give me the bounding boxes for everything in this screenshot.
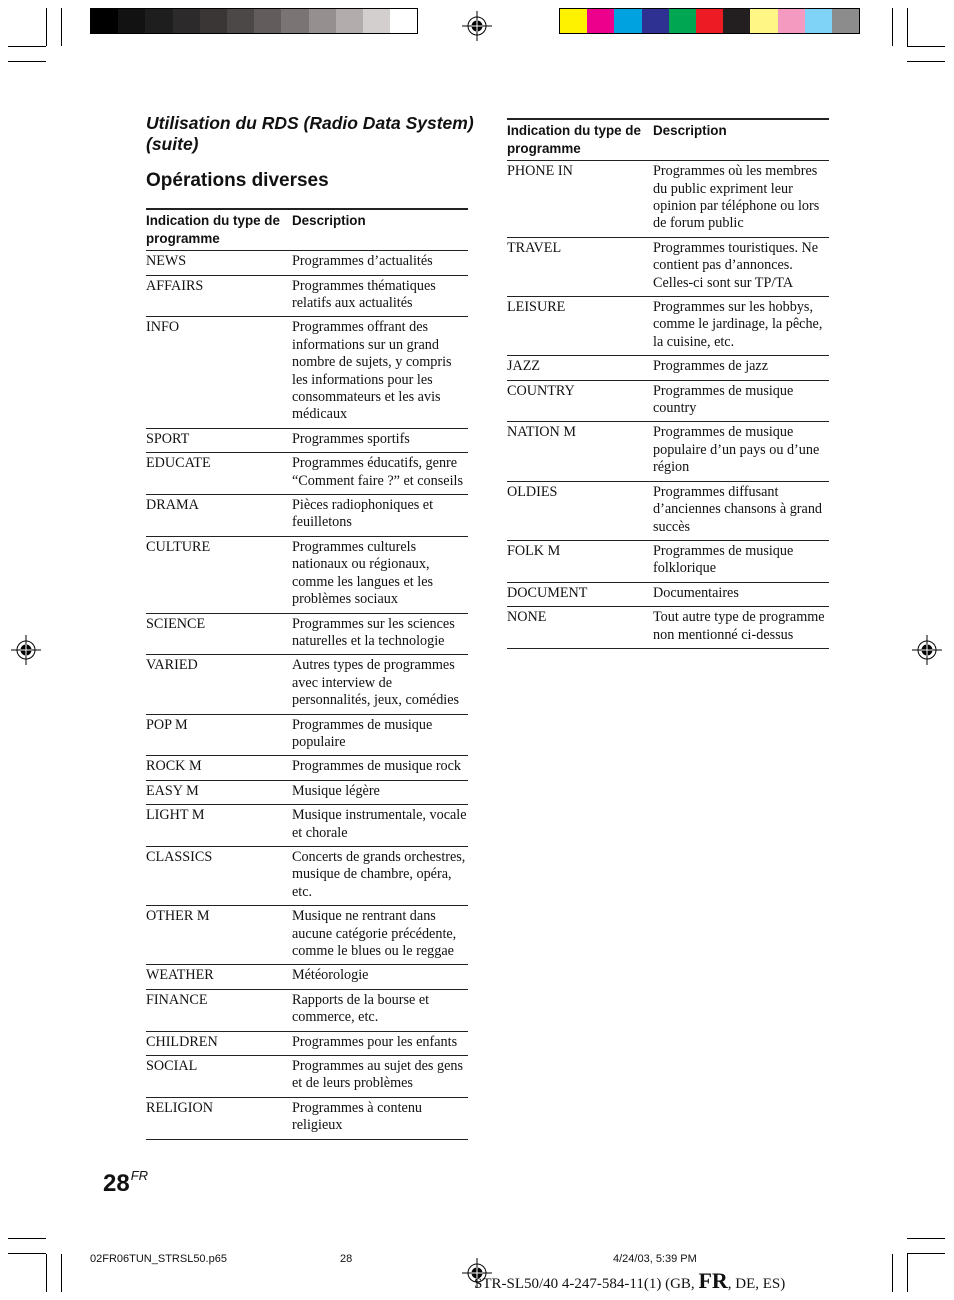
- crop-mark: [46, 8, 47, 46]
- table-row: [146, 965, 468, 989]
- programme-type-table-left: [146, 208, 468, 1140]
- programme-description-cell: Programmes d’actualités: [292, 251, 468, 275]
- programme-type-cell: AFFAIRS: [146, 275, 292, 317]
- table-row: [146, 1097, 468, 1139]
- crop-mark: [907, 46, 945, 47]
- color-swatch: [642, 9, 669, 33]
- table-row: [146, 428, 468, 452]
- page-heading: Opérations diverses: [146, 170, 329, 191]
- programme-description-cell: Programmes où les membres du public expriment leur opinion par téléphone ou lors de forum public: [653, 161, 829, 238]
- programme-type-cell: EDUCATE: [146, 453, 292, 495]
- color-swatch: [227, 9, 254, 33]
- color-swatch: [669, 9, 696, 33]
- programme-description-cell: Autres types de programmes avec interview de personnalités, jeux, comédies: [292, 655, 468, 714]
- color-swatch: [805, 9, 832, 33]
- color-swatch: [118, 9, 145, 33]
- programme-type-cell: WEATHER: [146, 965, 292, 989]
- table-row: [507, 582, 829, 606]
- color-swatch: [390, 9, 417, 33]
- color-swatch: [614, 9, 641, 33]
- programme-type-cell: CULTURE: [146, 536, 292, 613]
- crop-mark: [61, 8, 62, 46]
- programme-description-cell: Programmes à contenu religieux: [292, 1097, 468, 1139]
- table-row: [507, 481, 829, 540]
- crop-mark: [8, 1253, 46, 1254]
- footer-datetime: 4/24/03, 5:39 PM: [613, 1253, 697, 1265]
- programme-type-cell: CLASSICS: [146, 846, 292, 905]
- footer-filename: 02FR06TUN_STRSL50.p65: [90, 1253, 227, 1265]
- table-row: [507, 237, 829, 296]
- programme-description-cell: Programmes de musique rock: [292, 756, 468, 780]
- programme-description-cell: Musique instrumentale, vocale et chorale: [292, 805, 468, 847]
- table-row: [146, 275, 468, 317]
- programme-description-cell: Concerts de grands orchestres, musique de chambre, opéra, etc.: [292, 846, 468, 905]
- table-row: [146, 989, 468, 1031]
- table-row: [146, 1056, 468, 1098]
- programme-description-cell: Météorologie: [292, 965, 468, 989]
- crop-mark: [907, 1253, 945, 1254]
- programme-type-cell: JAZZ: [507, 356, 653, 380]
- programme-description-cell: Programmes de musique populaire d’un pays ou d’une région: [653, 422, 829, 481]
- color-swatch: [560, 9, 587, 33]
- color-swatch: [309, 9, 336, 33]
- programme-type-cell: NATION M: [507, 422, 653, 481]
- table-row: [146, 251, 468, 275]
- color-swatch: [173, 9, 200, 33]
- crop-mark: [907, 1254, 908, 1292]
- crop-mark: [907, 8, 908, 46]
- registration-mark-icon: [11, 635, 41, 665]
- programme-type-cell: NONE: [507, 607, 653, 649]
- programme-type-cell: COUNTRY: [507, 380, 653, 422]
- column-header-description: Description: [292, 209, 468, 251]
- registration-mark-icon: [462, 11, 492, 41]
- crop-mark: [892, 8, 893, 46]
- table-row: [507, 380, 829, 422]
- crop-mark: [907, 61, 945, 62]
- programme-type-cell: FOLK M: [507, 540, 653, 582]
- table-row: [146, 317, 468, 428]
- color-swatch: [281, 9, 308, 33]
- table-row: [507, 297, 829, 356]
- programme-description-cell: Programmes pour les enfants: [292, 1031, 468, 1055]
- section-title: Utilisation du RDS (Radio Data System) (suite): [146, 113, 474, 154]
- crop-mark: [8, 1238, 46, 1239]
- table-row: [146, 805, 468, 847]
- table-row: [146, 613, 468, 655]
- programme-description-cell: Rapports de la bourse et commerce, etc.: [292, 989, 468, 1031]
- programme-description-cell: Programmes de jazz: [653, 356, 829, 380]
- color-swatch: [750, 9, 777, 33]
- programme-description-cell: Programmes de musique country: [653, 380, 829, 422]
- programme-description-cell: Programmes de musique folklorique: [653, 540, 829, 582]
- color-swatch: [254, 9, 281, 33]
- color-swatch: [336, 9, 363, 33]
- footer-model-line: [474, 1268, 785, 1294]
- programme-description-cell: Programmes diffusant d’anciennes chansons à grand succès: [653, 481, 829, 540]
- color-swatch: [723, 9, 750, 33]
- programme-type-cell: LIGHT M: [146, 805, 292, 847]
- programme-type-table-right: [507, 118, 829, 649]
- programme-type-cell: PHONE IN: [507, 161, 653, 238]
- table-row: [507, 540, 829, 582]
- color-swatch: [363, 9, 390, 33]
- programme-type-cell: INFO: [146, 317, 292, 428]
- programme-description-cell: Programmes sur les sciences naturelles et la technologie: [292, 613, 468, 655]
- crop-mark: [8, 61, 46, 62]
- model-fr: FR: [698, 1268, 728, 1293]
- table-row: [507, 607, 829, 649]
- programme-type-cell: SPORT: [146, 428, 292, 452]
- programme-description-cell: Programmes de musique populaire: [292, 714, 468, 756]
- table-row: [146, 780, 468, 804]
- color-swatch: [832, 9, 859, 33]
- programme-description-cell: Pièces radiophoniques et feuilletons: [292, 495, 468, 537]
- column-header-description: Description: [653, 119, 829, 161]
- table-row: [146, 495, 468, 537]
- programme-description-cell: Programmes thématiques relatifs aux actualités: [292, 275, 468, 317]
- programme-type-cell: CHILDREN: [146, 1031, 292, 1055]
- programme-type-cell: OLDIES: [507, 481, 653, 540]
- programme-description-cell: Musique légère: [292, 780, 468, 804]
- programme-type-cell: TRAVEL: [507, 237, 653, 296]
- table-row: [146, 756, 468, 780]
- programme-description-cell: Programmes culturels nationaux ou régionaux, comme les langues et les problèmes sociaux: [292, 536, 468, 613]
- programme-type-cell: FINANCE: [146, 989, 292, 1031]
- color-swatch: [587, 9, 614, 33]
- table-header-row: [146, 209, 468, 251]
- column-header-type: Indication du type de programme: [146, 209, 292, 251]
- crop-mark: [46, 1254, 47, 1292]
- model-prefix: STR-SL50/40 4-247-584-11(1) (GB,: [474, 1276, 699, 1292]
- programme-type-cell: SCIENCE: [146, 613, 292, 655]
- table-row: [507, 356, 829, 380]
- color-swatch: [145, 9, 172, 33]
- programme-description-cell: Programmes sportifs: [292, 428, 468, 452]
- table-row: [146, 453, 468, 495]
- model-suffix: , DE, ES): [727, 1276, 786, 1292]
- programme-description-cell: Documentaires: [653, 582, 829, 606]
- table-row: [507, 161, 829, 238]
- programme-description-cell: Tout autre type de programme non mentionné ci-dessus: [653, 607, 829, 649]
- programme-type-cell: ROCK M: [146, 756, 292, 780]
- programme-description-cell: Programmes au sujet des gens et de leurs problèmes: [292, 1056, 468, 1098]
- registration-mark-icon: [912, 635, 942, 665]
- table-row: [507, 422, 829, 481]
- table-header-row: [507, 119, 829, 161]
- crop-mark: [907, 1238, 945, 1239]
- crop-mark: [8, 46, 46, 47]
- programme-type-cell: DRAMA: [146, 495, 292, 537]
- footer-page: 28: [340, 1253, 353, 1265]
- programme-type-cell: RELIGION: [146, 1097, 292, 1139]
- programme-description-cell: Programmes offrant des informations sur un grand nombre de sujets, y compris les informations pour les consommateurs et les avis médicaux: [292, 317, 468, 428]
- column-header-type: Indication du type de programme: [507, 119, 653, 161]
- page-language: FR: [130, 1168, 149, 1183]
- programme-type-cell: NEWS: [146, 251, 292, 275]
- table-row: [146, 714, 468, 756]
- page-number-value: 28: [103, 1170, 130, 1197]
- programme-description-cell: Programmes éducatifs, genre “Comment faire ?” et conseils: [292, 453, 468, 495]
- table-row: [146, 906, 468, 965]
- color-swatch: [696, 9, 723, 33]
- programme-type-cell: VARIED: [146, 655, 292, 714]
- programme-type-cell: OTHER M: [146, 906, 292, 965]
- table-row: [146, 1031, 468, 1055]
- crop-mark: [892, 1254, 893, 1292]
- table-row: [146, 846, 468, 905]
- color-swatch: [91, 9, 118, 33]
- color-bar: [559, 8, 860, 34]
- gray-scale-bar: [90, 8, 418, 34]
- crop-mark: [61, 1254, 62, 1292]
- programme-type-cell: EASY M: [146, 780, 292, 804]
- page-number: [103, 1168, 148, 1198]
- color-swatch: [778, 9, 805, 33]
- programme-type-cell: LEISURE: [507, 297, 653, 356]
- programme-description-cell: Programmes touristiques. Ne contient pas d’annonces. Celles-ci sont sur TP/TA: [653, 237, 829, 296]
- programme-type-cell: DOCUMENT: [507, 582, 653, 606]
- table-row: [146, 655, 468, 714]
- programme-description-cell: Programmes sur les hobbys, comme le jardinage, la pêche, la cuisine, etc.: [653, 297, 829, 356]
- programme-type-cell: POP M: [146, 714, 292, 756]
- table-row: [146, 536, 468, 613]
- programme-description-cell: Musique ne rentrant dans aucune catégorie précédente, comme le blues ou le reggae: [292, 906, 468, 965]
- color-swatch: [200, 9, 227, 33]
- programme-type-cell: SOCIAL: [146, 1056, 292, 1098]
